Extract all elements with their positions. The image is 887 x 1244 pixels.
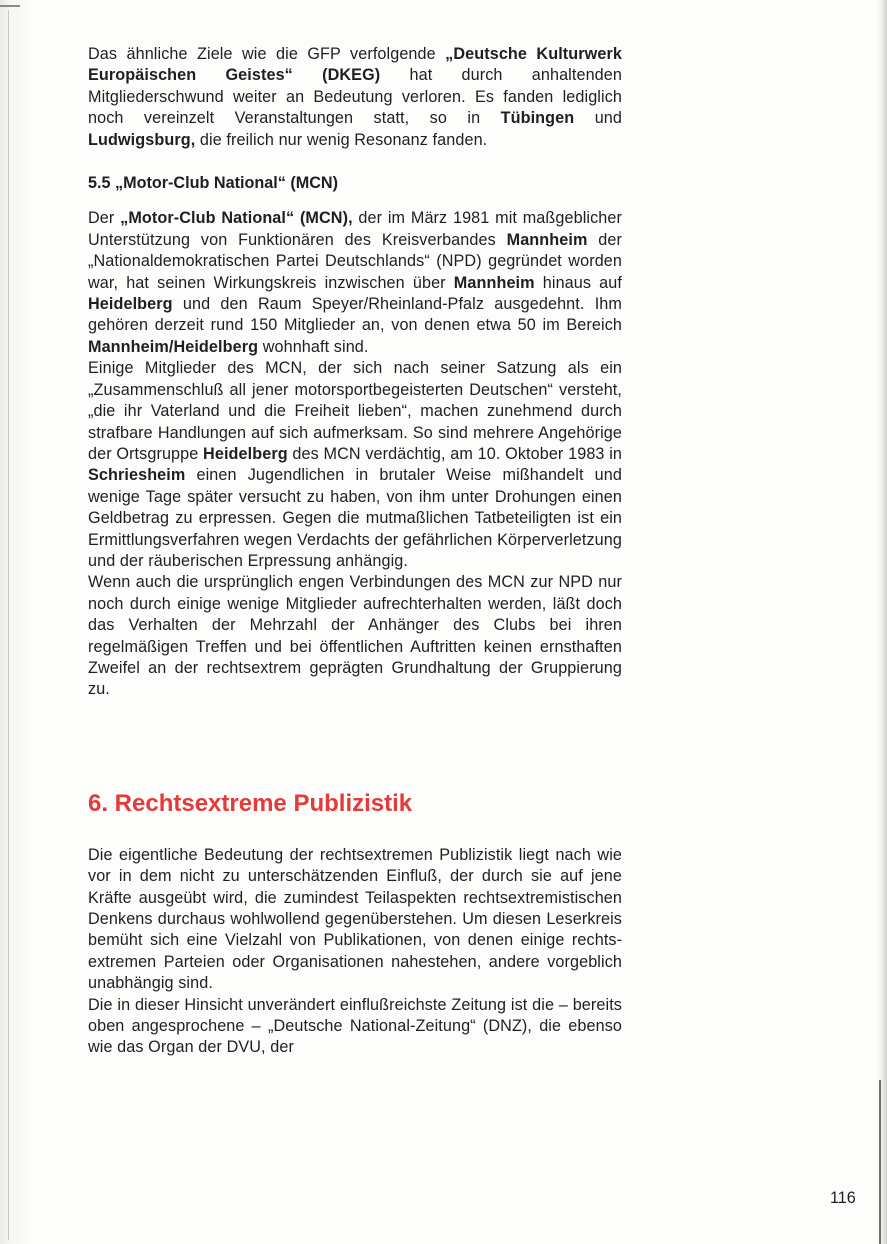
page-right-edge	[877, 0, 887, 1244]
bold-term: „Deutsche Kulturwerk Europäischen Geistes“ (DKEG)	[88, 45, 622, 85]
mcn-paragraph-npd-ties	[88, 572, 622, 700]
text-run: der „Nationaldemokratischen Partei Deutschlands“ (NPD) gegründet worden war, hat seinen Wirkungskreis inzwischen über	[88, 230, 622, 292]
bold-term: Heidelberg	[88, 295, 173, 314]
text-run: und	[574, 109, 622, 128]
document-body	[88, 44, 622, 1059]
text-run: wohnhaft sind.	[258, 337, 369, 356]
mcn-paragraph-crimes	[88, 358, 622, 572]
text-run: hat durch anhaltenden Mitgliederschwund weiter an Bedeutung verloren. Es fanden lediglich noch vereinzelt Veranstaltungen statt, so in	[88, 66, 622, 128]
bold-term: Mannheim	[506, 230, 588, 249]
bold-term: „Motor-Club National“ (MCN),	[120, 209, 353, 228]
page-number: 116	[830, 1189, 856, 1207]
intro-paragraph	[88, 44, 622, 151]
text-run: die freilich nur wenig Resonanz fanden.	[195, 130, 488, 149]
bold-term: Tübingen	[500, 109, 575, 128]
bold-term: Heidelberg	[203, 444, 288, 463]
text-run: Der	[88, 209, 121, 228]
bold-term: Mannheim	[453, 273, 535, 292]
section-heading-mcn: 5.5 „Motor-Club National“ (MCN)	[88, 174, 338, 193]
bold-term: Mannheim/Heidelberg	[88, 337, 259, 356]
publizistik-paragraph-dnz	[88, 995, 622, 1059]
bold-term: Schriesheim	[88, 466, 186, 485]
text-run: einen Jugendlichen in brutaler Weise mißhandelt und wenige Tage später versucht zu haben, von ihm unter Drohungen einen Geldbetrag zu erpressen. Gegen die mutmaßlichen Tatbeteiligten ist ein Ermittlungsverfahren wegen Verdachts der gefährlichen Körperverletzung und der räuberischen Erpressung anhängig.	[88, 466, 622, 570]
text-run: der im März 1981 mit maßgeblicher Unterstützung von Funktionären des Kreisverbandes	[88, 209, 622, 249]
text-run: Wenn auch die ursprünglich engen Verbindungen des MCN zur NPD nur noch durch einige wenige Mitglieder aufrechterhalten werden, läßt doch das Verhalten der Mehrzahl der Anhänger des Clubs bei ihren regelmäßigen Treffen und bei öffentlichen Auftritten keinen ernsthaften Zweifel an der rechtsextrem geprägten Grundhaltung der Gruppierung zu.	[88, 573, 622, 699]
text-run: des MCN verdächtig, am 10. Oktober 1983 in	[287, 444, 622, 463]
text-run: Die in dieser Hinsicht unverändert einflußreichste Zeitung ist die – bereits oben angesprochene – „Deutsche National-Zeitung“ (DNZ), die ebenso wie das Organ der DVU, der	[88, 995, 622, 1057]
text-run: hinaus auf	[534, 273, 622, 292]
text-run: Das ähnliche Ziele wie die GFP verfolgende	[88, 45, 446, 63]
chapter-heading-publizistik: 6. Rechtsextreme Publizistik	[88, 789, 413, 817]
bold-term: Ludwigsburg,	[88, 130, 196, 149]
text-run: und den Raum Speyer/Rheinland-Pfalz ausgedehnt. Ihm gehören derzeit rund 150 Mitglieder an, von denen etwa 50 im Bereich	[88, 295, 622, 335]
page-binding-edge	[0, 0, 34, 1244]
text-run: Die eigentliche Bedeutung der rechtsextremen Publizistik liegt nach wie vor in dem nicht zu unterschätzenden Einfluß, der durch sie auf jene Kräfte ausgeübt wird, die zumindest Teilaspekten rechtsextremistischen Denkens durchaus wohlwollend gegenüberstehen. Um diesen Leserkreis bemüht sich eine Vielzahl von Publikationen, von denen einige rechtsextremen Parteien oder Organisationen nahestehen, andere vorgeblich unabhängig sind.	[88, 845, 622, 993]
text-run: Einige Mitglieder des MCN, der sich nach seiner Satzung als ein „Zusammenschluß all jener motorsportbegeisterten Deutschen“ versteht, „die ihr Vaterland und die Freiheit lieben“, machen zunehmend durch strafbare Handlungen auf sich aufmerksam. So sind mehrere Angehörige der Ortsgruppe	[88, 359, 622, 463]
mcn-paragraph-founding	[88, 208, 622, 358]
publizistik-paragraph-influence	[88, 845, 622, 995]
